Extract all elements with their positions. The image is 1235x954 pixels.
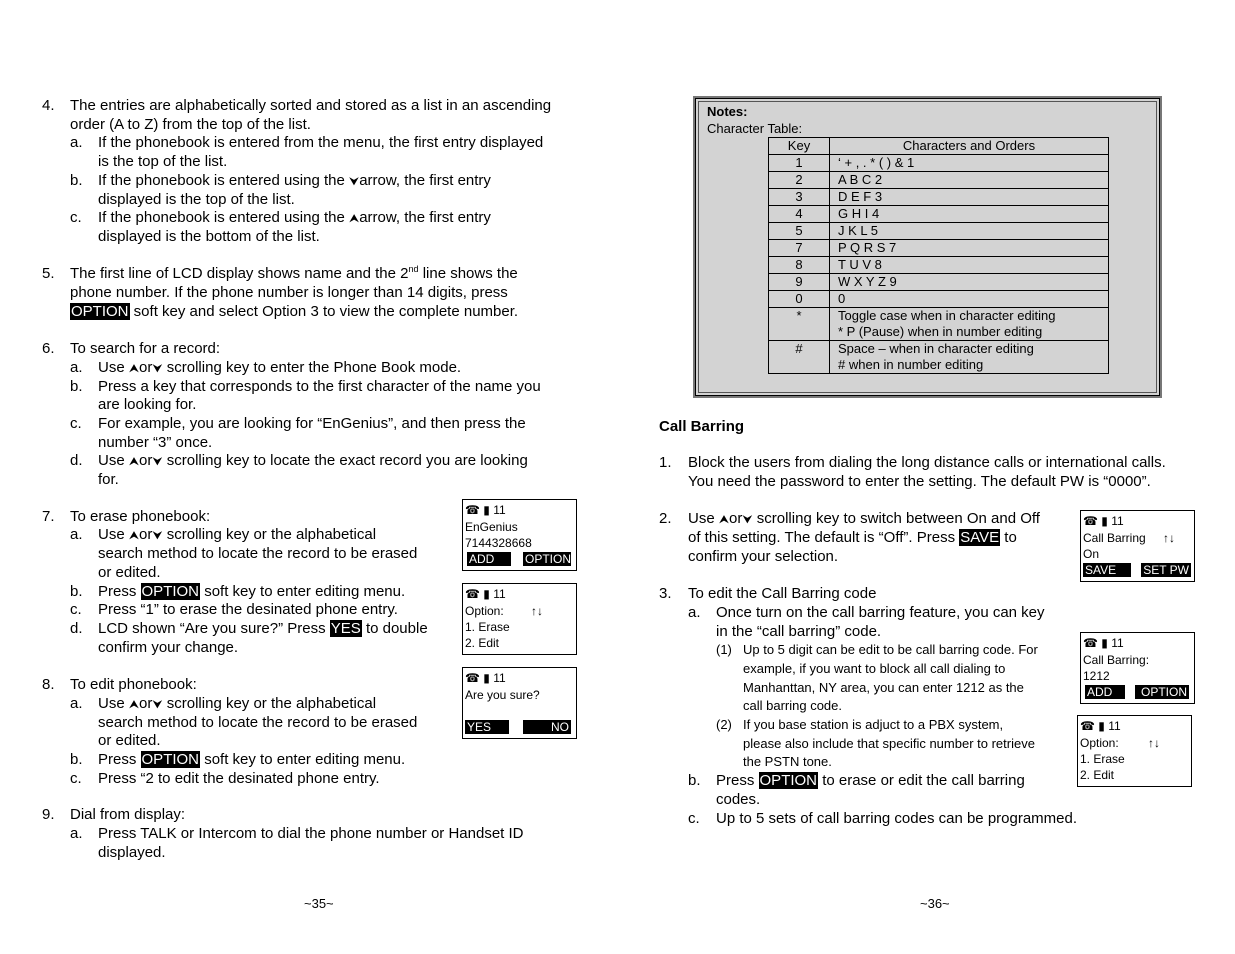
down-arrow-icon: ⮟	[742, 512, 753, 526]
item-4-number: 4.	[42, 97, 55, 114]
item-9a-line-2: displayed.	[98, 844, 166, 861]
lcd-softkey-right: NO	[523, 720, 571, 734]
page-number-left: ~35~	[304, 896, 334, 911]
item-7c-line-1: Press “1” to erase the desinated phone entry.	[98, 601, 398, 618]
up-arrow-icon: ⮝	[128, 697, 140, 711]
cb-item-3b-line-2: codes.	[716, 791, 761, 808]
item-8a-line-2: search method to locate the record to be erased	[98, 714, 418, 731]
item-6a-line-1: Use ⮝or⮟ scrolling key to enter the Phone Book mode.	[98, 359, 462, 376]
lcd-softkey-left: SAVE	[1083, 563, 1131, 577]
battery-icon: ▮	[1098, 719, 1105, 733]
cb-item-2-line-3: confirm your selection.	[688, 548, 839, 565]
cb-sub-2-line-1: If you base station is adjuct to a PBX system,	[743, 717, 1004, 732]
lcd-softkey-right: OPTION	[1135, 685, 1189, 699]
item-7d-marker: d.	[70, 620, 83, 637]
table-header-characters: Characters and Orders	[830, 138, 1109, 155]
down-arrow-icon: ⮟	[152, 361, 163, 375]
item-8b-line-1: Press OPTION soft key to enter editing menu.	[98, 751, 406, 768]
notes-subtitle: Character Table:	[707, 121, 803, 136]
battery-icon: ▮	[483, 503, 490, 517]
phone-icon: ☎	[465, 671, 480, 685]
item-9-number: 9.	[42, 806, 55, 823]
lcd-line-2: Are you sure?	[465, 688, 540, 702]
item-4a-line-2: is the top of the list.	[98, 153, 228, 170]
battery-icon: ▮	[1101, 636, 1108, 650]
cb-sub-2-line-2: please also include that specific number to retrieve	[743, 736, 1035, 751]
item-8a-line-1: Use ⮝or⮟ scrolling key or the alphabetical	[98, 695, 377, 712]
character-table	[768, 137, 1109, 374]
battery-icon: ▮	[483, 671, 490, 685]
lcd-line-2: Option: ↑↓	[465, 604, 543, 618]
item-4b-marker: b.	[70, 172, 83, 189]
option-key-label: OPTION	[71, 303, 129, 320]
item-7-line-1: To erase phonebook:	[70, 508, 211, 525]
item-6c-line-2: number “3” once.	[98, 434, 213, 451]
item-7d-line-2: confirm your change.	[98, 639, 239, 656]
phone-icon: ☎	[465, 587, 480, 601]
table-cell-chars: Toggle case when in character editing * P (Pause) when in number editing	[830, 308, 1109, 341]
item-6c-line-1: For example, you are looking for “EnGenius”, and then press the	[98, 415, 526, 432]
lcd-screen-phonebook-entry	[462, 499, 577, 571]
item-8c-marker: c.	[70, 770, 82, 787]
item-9a-line-1: Press TALK or Intercom to dial the phone number or Handset ID	[98, 825, 524, 842]
cb-item-3-line-1: To edit the Call Barring code	[688, 585, 877, 602]
table-row	[769, 223, 1109, 240]
item-6d-line-1: Use ⮝or⮟ scrolling key to locate the exact record you are looking	[98, 452, 528, 469]
item-7b-marker: b.	[70, 583, 83, 600]
lcd-status-line: ☎ ▮ 11	[1080, 719, 1121, 733]
item-5-line-3: OPTION soft key and select Option 3 to view the complete number.	[71, 303, 519, 320]
table-cell-chars: A B C 2	[830, 172, 1109, 189]
table-row	[769, 240, 1109, 257]
item-5-line-1: The first line of LCD display shows name and the 2nd line shows the	[70, 264, 518, 282]
lcd-line-3: 7144328668	[465, 536, 532, 550]
up-arrow-icon: ⮝	[128, 454, 140, 468]
table-row	[769, 155, 1109, 172]
item-5-line-2: phone number. If the phone number is longer than 14 digits, press	[70, 284, 508, 301]
table-cell-key: 1	[769, 155, 830, 172]
item-6-number: 6.	[42, 340, 55, 357]
table-cell-chars: T U V 8	[830, 257, 1109, 274]
option-key-label: OPTION	[141, 751, 200, 768]
cb-sub-2-line-3: the PSTN tone.	[743, 754, 832, 769]
lcd-status-line: ☎ ▮ 11	[465, 503, 506, 517]
up-down-arrows-icon: ↑↓	[531, 604, 543, 618]
item-4-line-1: The entries are alphabetically sorted and stored as a list in an ascending	[70, 97, 552, 114]
cb-item-3a-marker: a.	[688, 604, 701, 621]
lcd-line-4: 2. Edit	[465, 636, 500, 650]
up-arrow-icon: ⮝	[128, 528, 140, 542]
table-row	[769, 206, 1109, 223]
table-cell-chars: W X Y Z 9	[830, 274, 1109, 291]
lcd-softkey-right: OPTION	[525, 552, 572, 566]
lcd-status-line: ☎ ▮ 11	[465, 587, 506, 601]
table-cell-key: 7	[769, 240, 830, 257]
table-row	[769, 274, 1109, 291]
cb-item-1-number: 1.	[659, 454, 672, 471]
item-6b-line-1: Press a key that corresponds to the first character of the name you	[98, 378, 541, 395]
item-6c-marker: c.	[70, 415, 82, 432]
cb-item-1-line-2: You need the password to enter the setting. The default PW is “0000”.	[688, 473, 1151, 490]
lcd-screen-call-barring-toggle	[1080, 510, 1195, 582]
up-arrow-icon: ⮝	[128, 361, 140, 375]
lcd-line-2: Call Barring:	[1083, 653, 1150, 667]
item-4c-line-2: displayed is the bottom of the list.	[98, 228, 320, 245]
table-cell-key: 8	[769, 257, 830, 274]
option-key-label: OPTION	[141, 583, 200, 600]
cb-item-3-number: 3.	[659, 585, 672, 602]
cb-item-3c-marker: c.	[688, 810, 700, 827]
phone-icon: ☎	[1083, 636, 1098, 650]
table-cell-key: 9	[769, 274, 830, 291]
up-arrow-icon: ⮝	[718, 512, 730, 526]
lcd-line-3: 1212	[1083, 669, 1110, 683]
table-row	[769, 189, 1109, 206]
item-4b-line-1: If the phonebook is entered using the ⮟arrow, the first entry	[98, 172, 491, 189]
phone-icon: ☎	[465, 503, 480, 517]
lcd-softkey-left: ADD	[1085, 685, 1125, 699]
table-cell-key: 0	[769, 291, 830, 308]
lcd-line-3: 1. Erase	[465, 620, 510, 634]
cb-item-3c-line-1: Up to 5 sets of call barring codes can be programmed.	[716, 810, 1078, 827]
cb-item-2-line-1: Use ⮝or⮟ scrolling key to switch between On and Off	[688, 510, 1040, 527]
cb-sub-1-marker: (1)	[716, 642, 732, 657]
cb-sub-2-marker: (2)	[716, 717, 732, 732]
cb-sub-1-line-2: example, if you want to block all call dialing to	[743, 661, 1006, 676]
lcd-status-line: ☎ ▮ 11	[465, 671, 506, 685]
cb-item-1-line-1: Block the users from dialing the long distance calls or international calls.	[688, 454, 1166, 471]
table-cell-key: 4	[769, 206, 830, 223]
lcd-line-2: Call Barring ↑↓	[1083, 531, 1175, 545]
lcd-screen-confirm	[462, 667, 577, 739]
option-key-label: OPTION	[759, 772, 818, 789]
table-cell-key: *	[769, 308, 830, 341]
up-arrow-icon: ⮝	[349, 211, 360, 225]
lcd-line-3: 1. Erase	[1080, 752, 1125, 766]
lcd-softkey-right: SET PW	[1141, 563, 1191, 577]
lcd-line-4: 2. Edit	[1080, 768, 1115, 782]
table-row	[769, 291, 1109, 308]
down-arrow-icon: ⮟	[152, 697, 163, 711]
item-9a-marker: a.	[70, 825, 83, 842]
item-7a-line-2: search method to locate the record to be erased	[98, 545, 418, 562]
table-cell-key: 5	[769, 223, 830, 240]
section-heading-call-barring: Call Barring	[659, 418, 745, 435]
table-cell-chars: Space – when in character editing # when in number editing	[830, 341, 1109, 374]
item-8-line-1: To edit phonebook:	[70, 676, 197, 693]
item-6b-marker: b.	[70, 378, 83, 395]
table-row	[769, 308, 1109, 341]
table-cell-chars: P Q R S 7	[830, 240, 1109, 257]
cb-sub-1-line-1: Up to 5 digit can be edit to be call barring code. For	[743, 642, 1038, 657]
lcd-softkey-left: YES	[465, 720, 509, 734]
item-5-number: 5.	[42, 265, 55, 282]
up-down-arrows-icon: ↑↓	[1148, 736, 1160, 750]
item-7a-line-1: Use ⮝or⮟ scrolling key or the alphabetical	[98, 526, 377, 543]
lcd-softkey-left: ADD	[467, 552, 511, 566]
table-cell-chars: 0	[830, 291, 1109, 308]
cb-item-2-line-2: of this setting. The default is “Off”. Press SAVE to	[688, 529, 1017, 546]
item-9-line-1: Dial from display:	[70, 806, 186, 823]
item-8c-line-1: Press “2 to edit the desinated phone entry.	[98, 770, 380, 787]
lcd-status-line: ☎ ▮ 11	[1083, 636, 1124, 650]
lcd-screen-call-barring-code	[1080, 632, 1195, 704]
lcd-screen-option-menu	[1077, 715, 1192, 787]
item-6a-marker: a.	[70, 359, 83, 376]
table-row	[769, 257, 1109, 274]
down-arrow-icon: ⮟	[152, 528, 163, 542]
table-cell-chars: G H I 4	[830, 206, 1109, 223]
item-7a-marker: a.	[70, 526, 83, 543]
item-8a-marker: a.	[70, 695, 83, 712]
item-7b-line-1: Press OPTION soft key to enter editing menu.	[98, 583, 406, 600]
item-7-number: 7.	[42, 508, 55, 525]
lcd-line-2: Option: ↑↓	[1080, 736, 1160, 750]
item-7d-line-1: LCD shown “Are you sure?” Press YES to double	[98, 620, 428, 637]
item-6-line-1: To search for a record:	[70, 340, 221, 357]
table-cell-key: 2	[769, 172, 830, 189]
notes-title: Notes:	[707, 104, 748, 119]
table-cell-key: #	[769, 341, 830, 374]
phone-icon: ☎	[1080, 719, 1095, 733]
cb-item-3a-line-2: in the “call barring” code.	[716, 623, 882, 640]
item-8b-marker: b.	[70, 751, 83, 768]
item-8-number: 8.	[42, 676, 55, 693]
table-header-key: Key	[769, 138, 830, 155]
table-header-row	[769, 138, 1109, 155]
table-cell-chars: ‘ + , . * ( ) & 1	[830, 155, 1109, 172]
item-6b-line-2: are looking for.	[98, 396, 197, 413]
down-arrow-icon: ⮟	[152, 454, 163, 468]
down-arrow-icon: ⮟	[349, 174, 360, 188]
save-key-label: SAVE	[960, 529, 1000, 546]
table-cell-key: 3	[769, 189, 830, 206]
table-row	[769, 341, 1109, 374]
cb-item-2-number: 2.	[659, 510, 672, 527]
cb-item-3b-marker: b.	[688, 772, 701, 789]
item-8a-line-3: or edited.	[98, 732, 161, 749]
cb-sub-1-line-4: call barring code.	[743, 698, 842, 713]
item-4c-line-1: If the phonebook is entered using the ⮝arrow, the first entry	[98, 209, 491, 226]
item-4c-marker: c.	[70, 209, 82, 226]
item-4a-line-1: If the phonebook is entered from the menu, the first entry displayed	[98, 134, 544, 151]
lcd-line-2: EnGenius	[465, 520, 518, 534]
item-7c-marker: c.	[70, 601, 82, 618]
item-7a-line-3: or edited.	[98, 564, 161, 581]
battery-icon: ▮	[483, 587, 490, 601]
item-6d-line-2: for.	[98, 471, 119, 488]
lcd-line-3: On	[1083, 547, 1100, 561]
table-row	[769, 172, 1109, 189]
phone-icon: ☎	[1083, 514, 1098, 528]
item-4b-line-2: displayed is the top of the list.	[98, 191, 295, 208]
item-4a-marker: a.	[70, 134, 83, 151]
cb-item-3b-line-1: Press OPTION to erase or edit the call barring	[716, 772, 1025, 789]
table-cell-chars: D E F 3	[830, 189, 1109, 206]
battery-icon: ▮	[1101, 514, 1108, 528]
cb-sub-1-line-3: Manhanttan, NY area, you can enter 1212 as the	[743, 680, 1024, 695]
lcd-status-line: ☎ ▮ 11	[1083, 514, 1124, 528]
up-down-arrows-icon: ↑↓	[1163, 531, 1175, 545]
lcd-screen-option-menu	[462, 583, 577, 655]
cb-item-3a-line-1: Once turn on the call barring feature, you can key	[716, 604, 1045, 621]
yes-key-label: YES	[330, 620, 361, 637]
page-number-right: ~36~	[920, 896, 950, 911]
item-6d-marker: d.	[70, 452, 83, 469]
table-cell-chars: J K L 5	[830, 223, 1109, 240]
item-4-line-2: order (A to Z) from the top of the list.	[70, 116, 311, 133]
